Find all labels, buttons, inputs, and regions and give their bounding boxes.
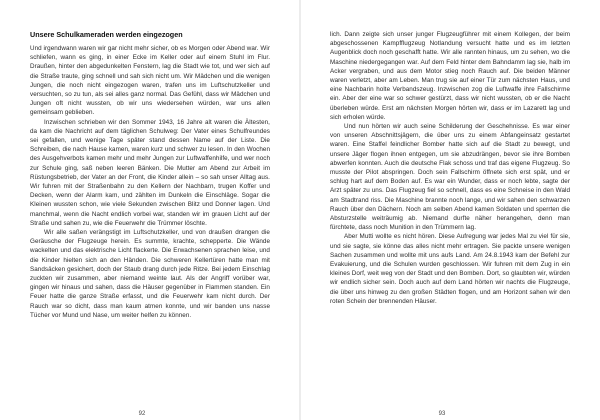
chapter-heading: Unsere Schulkameraden werden eingezogen — [30, 30, 183, 39]
left-page — [30, 30, 270, 360]
left-paragraph-1: Und irgendwann waren wir gar nicht mehr sicher, ob es Morgen oder Abend war. Wir schliefen, wann es ging, in einer Ecke im Keller oder auf einem Stuhl im Flur. Draußen, hinter den abgedunkelten Fenstern, lag die Stadt wie tot, und wer sich auf die Straße traute, ging schnell und sah sich nicht um. Wir Mädchen und die wenigen Jungen, die noch nicht eingezogen waren, trafen uns im Luftschutzkeller und versuchten, so zu tun, als sei alles ganz normal. Das Gefühl, dass wir Mädchen und Jungen oft nicht wussten, ob wir uns wiedersehen würden, war uns allen gemeinsam geblieben. — [30, 45, 270, 117]
right-paragraph-3: Aber Mutti wollte es nicht hören. Diese Aufregung war jedes Mal zu viel für sie, und sie sagte, sie könne das alles nicht mehr ertragen. Sie packte unsere wenigen Sachen zusammen und wollte mit uns aufs Land. Am 24.8.1943 kam der Befehl zur Evakuierung, und die Schulen wurden geschlossen. Wir fuhren mit dem Zug in ein kleines Dorf, weit weg von der Stadt und den Bomben. Dort, so glaubten wir, würden wir endlich sicher sein. Doch auch auf dem Land hörten wir nachts die Flugzeuge, die über uns hinweg zu den großen Städten flogen, und am Horizont sahen wir den roten Schein der brennenden Häuser. — [330, 233, 570, 305]
left-paragraph-3: Wir alle saßen verängstigt im Luftschutzkeller, und von draußen drangen die Geräusche der Flugzeuge herein. Es summte, krachte, schepperte. Die Wände wackelten und das elektrische Licht flackerte. Die Erwachsenen sprachen leise, und die Kinder hielten sich an den Händen. Die schweren Kellertüren hatte man mit Sandsäcken gesichert, doch der Staub drang durch jede Ritze. Bei jedem Einschlag zuckten wir zusammen, aber niemand weinte laut. Als der Angriff vorüber war, gingen wir hinaus und sahen, dass die Häuser gegenüber in Flammen standen. Ein Feuer hatte die ganze Straße erfasst, und die Feuerwehr kam nicht durch. Der Rauch war so dicht, dass man kaum atmen konnte, und wir banden uns nasse Tücher vor Mund und Nase, um weiter helfen zu können. — [30, 229, 270, 319]
left-paragraph-2: Inzwischen schrieben wir den Sommer 1943, 16 Jahre alt waren die Ältesten, da kam die Nachricht auf dem täglichen Schulweg: Der Vater eines Schulfreundes sei gefallen, und wenige Tage später stand dessen Name auf der Liste. Die Schreiben, die nach Hause kamen, waren kurz und schwer zu lesen. In den Wochen des Ausgehverbots kamen mehr und mehr Jungen zur Luftwaffenhilfe, und wer noch zur Schule ging, saß neben leeren Bänken. Die Mutter am Abend zur Arbeit im Rüstungsbetrieb, der Vater an der Front, die Kinder allein – so sah unser Alltag aus. Wir fuhren mit der Straßenbahn zu den Kellern der Nachbarn, trugen Koffer und Decken, wenn der Alarm kam, und zählten im Dunkeln die Einschläge. Sogar die Kleinen wussten schon, wie viele Sekunden zwischen Blitz und Donner lagen. Und manchmal, wenn die Nacht endlich vorbei war, standen wir im grauen Licht auf der Straße und sahen zu, wie die Feuerwehr die Trümmer löschte. — [30, 118, 270, 227]
left-page-number: 92 — [138, 411, 146, 417]
book-gutter — [299, 0, 301, 420]
right-page — [330, 30, 570, 360]
right-paragraph-2: Und nun hörten wir auch seine Schilderung der Geschehnisse. Es war einer von unseren Abschnittsjägern, die über uns zu einem Abfangeinsatz gestartet waren. Eine Staffel feindlicher Bomber hatte sich auf die Stadt zu bewegt, und unsere Jäger flogen ihnen entgegen, um sie abzudrängen, bevor sie ihre Bomben abwerfen konnten. Auch die deutsche Flak schoss und traf das eigene Flugzeug. So musste der Pilot abspringen. Doch sein Fallschirm öffnete sich erst spät, und er schlug hart auf dem Boden auf. Es war ein Wunder, dass er noch lebte, sagte der Arzt später zu uns. Das Flugzeug fiel so schnell, dass es eine Schneise in den Wald am Stadtrand riss. Die Maschine brannte noch lange, und wir sahen den schwarzen Rauch über den Dächern. Noch am selben Abend kamen Soldaten und sperrten die Absturzstelle weiträumig ab. Niemand durfte näher herangehen, denn man fürchtete, dass noch Munition in den Trümmern lag. — [330, 123, 570, 232]
right-paragraph-1: lich. Dann zeigte sich unser junger Flugzeugführer mit einem Kollegen, der beim abgeschossenen Kampfflugzeug Notlandung versucht hatte und es im letzten Augenblick doch noch geschafft hatte. Wir alle rannten hinaus, um zu sehen, wo die Maschine niedergegangen war. Auf dem Feld hinter dem Bahndamm lag sie, halb im Acker vergraben, und aus dem Motor stieg noch Rauch auf. Die beiden Männer waren verletzt, aber am Leben. Man trug sie auf einer Tür zum nächsten Haus, und eine Nachbarin holte Verbandszeug. Inzwischen zog die Luftwaffe ihre Fallschirme ein. Aber der eine war so schwer gestürzt, dass wir nicht wussten, ob er die Nacht überleben würde. Erst am nächsten Morgen hörten wir, dass er im Lazarett lag und sich erholen würde. — [330, 31, 570, 121]
right-page-number: 93 — [438, 411, 446, 417]
